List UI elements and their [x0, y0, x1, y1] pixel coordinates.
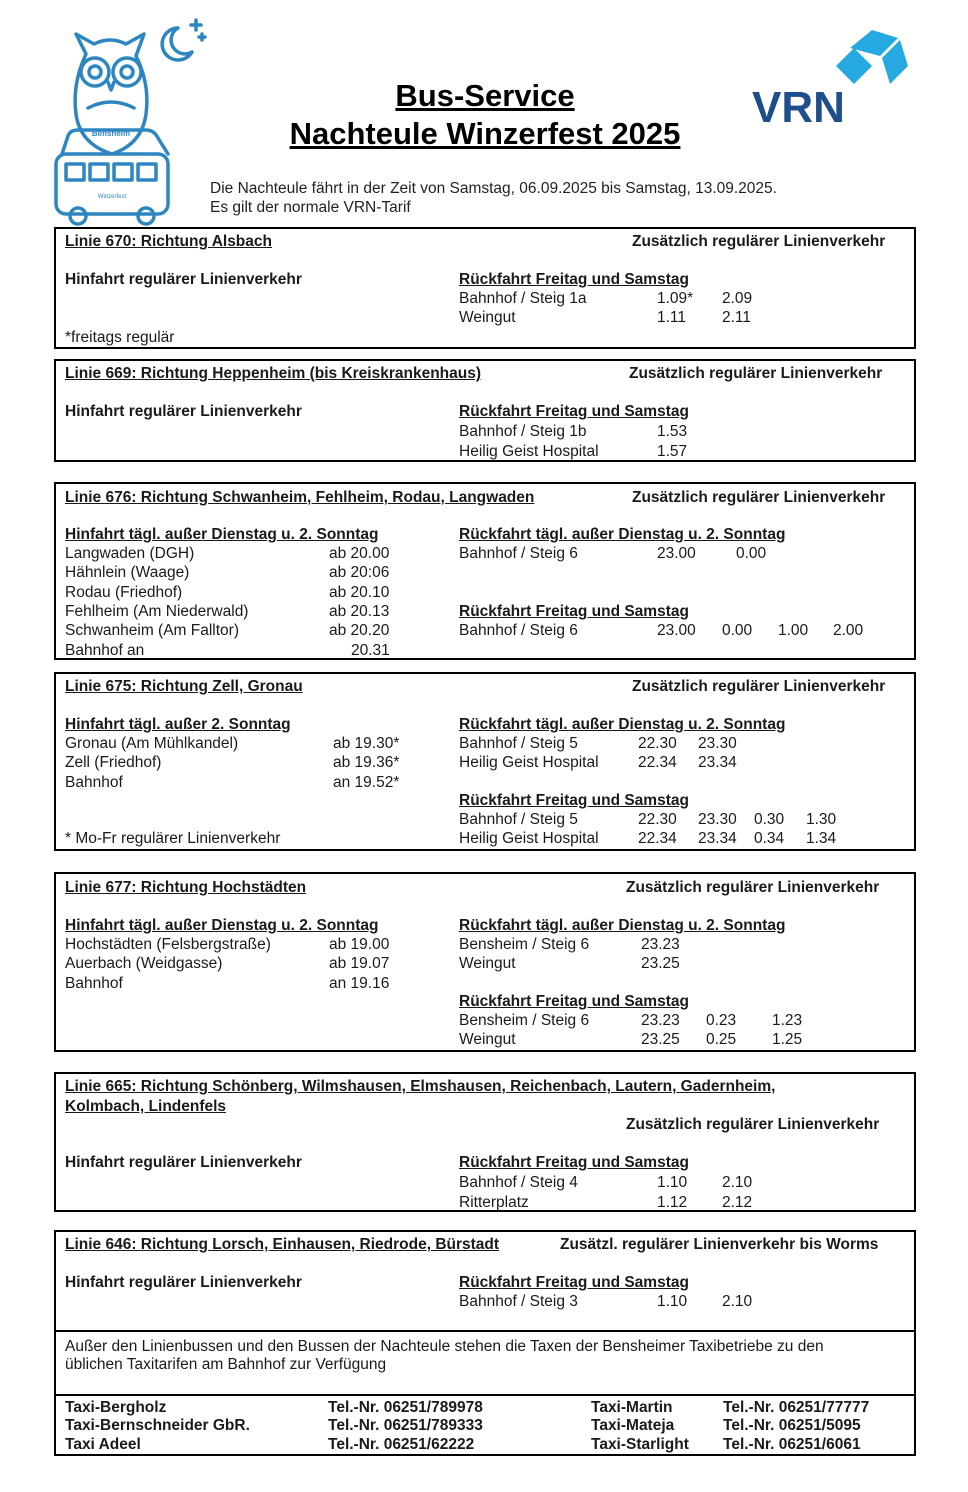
line-646-title: Linie 646: Richtung Lorsch, Einhausen, Riedrode, Bürstadt: [65, 1236, 500, 1253]
line-669-extra: Zusätzlich regulärer Linienverkehr: [629, 365, 883, 382]
line-665-title: Linie 665: Richtung Schönberg, Wilmshausen, Elmshausen, Reichenbach, Lautern, Gadernheim,: [65, 1078, 776, 1095]
line-677-stop: Auerbach (Weidgasse): [65, 955, 223, 972]
line-670-note: *freitags regulär: [65, 329, 175, 346]
line-675-hin-head: Hinfahrt tägl. außer 2. Sonntag: [65, 716, 291, 733]
line-676-stop: Schwanheim (Am Falltor): [65, 622, 239, 639]
taxi-name: Taxi-Starlight: [591, 1436, 689, 1453]
line-676-time: ab 20.13: [329, 603, 390, 620]
line-675-time: 23.34: [698, 754, 737, 771]
line-675-time: 0.34: [754, 830, 785, 847]
taxi-tel: Tel.-Nr. 06251/77777: [723, 1399, 870, 1416]
line-646-hinfahrt: Hinfahrt regulärer Linienverkehr: [65, 1274, 302, 1291]
line-677-time: 0.25: [706, 1031, 737, 1048]
line-676-time: ab 20.10: [329, 584, 390, 601]
line-669-stop: Heilig Geist Hospital: [459, 443, 599, 460]
line-670-title: Linie 670: Richtung Alsbach: [65, 233, 272, 250]
line-670-time: 2.09: [722, 290, 753, 307]
taxi-name: Taxi-Mateja: [591, 1417, 675, 1434]
line-675-rueck1-head: Rückfahrt tägl. außer Dienstag u. 2. Sonntag: [459, 716, 786, 733]
line-676-time: ab 20.20: [329, 622, 390, 639]
line-665-title-2: Kolmbach, Lindenfels: [65, 1098, 227, 1115]
line-665-rueck-head: Rückfahrt Freitag und Samstag: [459, 1154, 689, 1171]
line-675-time: 22.34: [638, 754, 677, 771]
line-669-time: 1.53: [657, 423, 688, 440]
line-670-time: 1.09*: [657, 290, 694, 307]
line-675-time: 23.30: [698, 735, 737, 752]
line-676-stop: Bahnhof / Steig 6: [459, 622, 578, 639]
taxi-name: Taxi-Martin: [591, 1399, 673, 1416]
line-665-time: 1.12: [657, 1194, 688, 1211]
line-676-time: 0.00: [722, 622, 753, 639]
line-676-stop: Bahnhof an: [65, 642, 145, 659]
line-676-time: 20.31: [351, 642, 390, 659]
line-677-stop: Bensheim / Steig 6: [459, 1012, 590, 1029]
line-676-stop: Fehlheim (Am Niederwald): [65, 603, 249, 620]
line-675-time: 0.30: [754, 811, 785, 828]
line-677-time: 23.23: [641, 1012, 680, 1029]
taxi-note-box: [54, 1330, 916, 1396]
title-bus-service: Bus-Service: [395, 78, 575, 113]
line-675-time: 22.30: [638, 735, 677, 752]
line-676-stop: Bahnhof / Steig 6: [459, 545, 578, 562]
line-665-time: 2.10: [722, 1174, 753, 1191]
line-677-time: an 19.16: [329, 975, 390, 992]
line-676-stop: Hähnlein (Waage): [65, 564, 190, 581]
taxi-name: Taxi-Bernschneider GbR.: [65, 1417, 250, 1434]
line-669-hinfahrt: Hinfahrt regulärer Linienverkehr: [65, 403, 302, 420]
line-675-rueck2-head: Rückfahrt Freitag und Samstag: [459, 792, 689, 809]
line-677-time: 1.25: [772, 1031, 803, 1048]
line-676-time: 23.00: [657, 545, 696, 562]
vrn-logo-text: VRN: [752, 83, 845, 126]
line-670-box: [54, 227, 916, 349]
line-676-stop: Rodau (Friedhof): [65, 584, 183, 601]
line-677-rueck1-head: Rückfahrt tägl. außer Dienstag u. 2. Sonntag: [459, 917, 786, 934]
line-677-time: 23.25: [641, 955, 680, 972]
line-670-time: 1.11: [657, 309, 687, 326]
line-670-stop: Weingut: [459, 309, 516, 326]
line-676-title: Linie 676: Richtung Schwanheim, Fehlheim, Rodau, Langwaden: [65, 489, 535, 506]
line-669-rueck-head: Rückfahrt Freitag und Samstag: [459, 403, 689, 420]
bus-text: Winzerfest: [97, 194, 127, 200]
line-677-box: [54, 872, 916, 1052]
taxi-tel: Tel.-Nr. 06251/6061: [723, 1436, 861, 1453]
line-669-stop: Bahnhof / Steig 1b: [459, 423, 587, 440]
line-677-stop: Weingut: [459, 1031, 516, 1048]
line-676-time: 1.00: [778, 622, 809, 639]
line-675-time: ab 19.36*: [333, 754, 400, 771]
line-675-stop: Bahnhof: [65, 774, 123, 791]
line-675-time: an 19.52*: [333, 774, 400, 791]
line-646-box: [54, 1230, 916, 1332]
line-670-stop: Bahnhof / Steig 1a: [459, 290, 587, 307]
line-669-box: [54, 359, 916, 462]
line-675-stop: Heilig Geist Hospital: [459, 830, 599, 847]
line-669-time: 1.57: [657, 443, 688, 460]
line-670-hinfahrt: Hinfahrt regulärer Linienverkehr: [65, 271, 302, 288]
line-669-title: Linie 669: Richtung Heppenheim (bis Kreiskrankenhaus): [65, 365, 482, 382]
line-665-stop: Bahnhof / Steig 4: [459, 1174, 578, 1191]
line-675-note: * Mo-Fr regulärer Linienverkehr: [65, 830, 281, 847]
line-677-time: ab 19.00: [329, 936, 390, 953]
line-676-time: 2.00: [833, 622, 864, 639]
line-676-time: 23.00: [657, 622, 696, 639]
line-675-stop: Bahnhof / Steig 5: [459, 735, 578, 752]
line-675-extra: Zusätzlich regulärer Linienverkehr: [632, 678, 886, 695]
owl-bus-logo: [50, 14, 212, 226]
line-676-time: ab 20:06: [329, 564, 390, 581]
vrn-logo: [750, 26, 910, 126]
line-677-time: 0.23: [706, 1012, 737, 1029]
line-646-stop: Bahnhof / Steig 3: [459, 1293, 578, 1310]
line-675-stop: Zell (Friedhof): [65, 754, 162, 771]
line-665-time: 2.12: [722, 1194, 753, 1211]
line-676-extra: Zusätzlich regulärer Linienverkehr: [632, 489, 886, 506]
line-665-extra: Zusätzlich regulärer Linienverkehr: [626, 1116, 880, 1133]
line-665-time: 1.10: [657, 1174, 688, 1191]
line-677-time: 23.23: [641, 936, 680, 953]
line-646-rueck-head: Rückfahrt Freitag und Samstag: [459, 1274, 689, 1291]
owl-logo-text: Bensheim: [91, 129, 131, 138]
line-665-stop: Ritterplatz: [459, 1194, 529, 1211]
line-676-hin-head: Hinfahrt tägl. außer Dienstag u. 2. Sonntag: [65, 526, 379, 543]
taxi-tel: Tel.-Nr. 06251/5095: [723, 1417, 861, 1434]
line-677-hin-head: Hinfahrt tägl. außer Dienstag u. 2. Sonntag: [65, 917, 379, 934]
line-675-box: [54, 672, 916, 851]
line-677-time: 23.25: [641, 1031, 680, 1048]
taxi-tel: Tel.-Nr. 06251/789978: [328, 1399, 483, 1416]
line-676-stop: Langwaden (DGH): [65, 545, 195, 562]
line-670-rueck-head: Rückfahrt Freitag und Samstag: [459, 271, 689, 288]
taxi-list-box: [54, 1394, 916, 1456]
taxi-note-line-1: Außer den Linienbussen und den Bussen der Nachteule stehen die Taxen der Bensheimer Taxibetriebe zu den: [65, 1338, 824, 1355]
line-665-box: [54, 1072, 916, 1212]
line-675-time: 1.30: [806, 811, 837, 828]
line-646-time: 2.10: [722, 1293, 753, 1310]
taxi-tel: Tel.-Nr. 06251/62222: [328, 1436, 475, 1453]
line-676-time: ab 20.00: [329, 545, 390, 562]
line-677-stop: Hochstädten (Felsbergstraße): [65, 936, 271, 953]
line-675-stop: Gronau (Am Mühlkandel): [65, 735, 239, 752]
taxi-name: Taxi Adeel: [65, 1436, 141, 1453]
line-676-time: 0.00: [736, 545, 767, 562]
line-646-extra: Zusätzl. regulärer Linienverkehr bis Worms: [560, 1236, 879, 1253]
line-665-hinfahrt: Hinfahrt regulärer Linienverkehr: [65, 1154, 302, 1171]
taxi-note-line-2: üblichen Taxitarifen am Bahnhof zur Verfügung: [65, 1356, 387, 1373]
taxi-tel: Tel.-Nr. 06251/789333: [328, 1417, 483, 1434]
line-676-rueck1-head: Rückfahrt tägl. außer Dienstag u. 2. Sonntag: [459, 526, 786, 543]
line-675-time: 22.34: [638, 830, 677, 847]
line-675-title: Linie 675: Richtung Zell, Gronau: [65, 678, 303, 695]
line-676-box: [54, 482, 916, 660]
line-677-rueck2-head: Rückfahrt Freitag und Samstag: [459, 993, 689, 1010]
line-677-time: ab 19.07: [329, 955, 390, 972]
line-646-time: 1.10: [657, 1293, 688, 1310]
line-676-rueck2-head: Rückfahrt Freitag und Samstag: [459, 603, 689, 620]
line-675-time: ab 19.30*: [333, 735, 400, 752]
line-677-title: Linie 677: Richtung Hochstädten: [65, 879, 307, 896]
line-677-stop: Bahnhof: [65, 975, 123, 992]
line-675-stop: Bahnhof / Steig 5: [459, 811, 578, 828]
line-677-stop: Weingut: [459, 955, 516, 972]
line-677-stop: Bensheim / Steig 6: [459, 936, 590, 953]
line-675-time: 23.30: [698, 811, 737, 828]
intro-period: Die Nachteule fährt in der Zeit von Samstag, 06.09.2025 bis Samstag, 13.09.2025.: [210, 180, 777, 197]
line-675-time: 22.30: [638, 811, 677, 828]
title-nachteule: Nachteule Winzerfest 2025: [289, 116, 681, 151]
line-677-extra: Zusätzlich regulärer Linienverkehr: [626, 879, 880, 896]
line-670-time: 2.11: [722, 309, 752, 326]
line-677-time: 1.23: [772, 1012, 803, 1029]
line-675-time: 1.34: [806, 830, 837, 847]
taxi-name: Taxi-Bergholz: [65, 1399, 167, 1416]
line-675-stop: Heilig Geist Hospital: [459, 754, 599, 771]
intro-tariff: Es gilt der normale VRN-Tarif: [210, 199, 411, 216]
line-670-extra: Zusätzlich regulärer Linienverkehr: [632, 233, 886, 250]
line-675-time: 23.34: [698, 830, 737, 847]
